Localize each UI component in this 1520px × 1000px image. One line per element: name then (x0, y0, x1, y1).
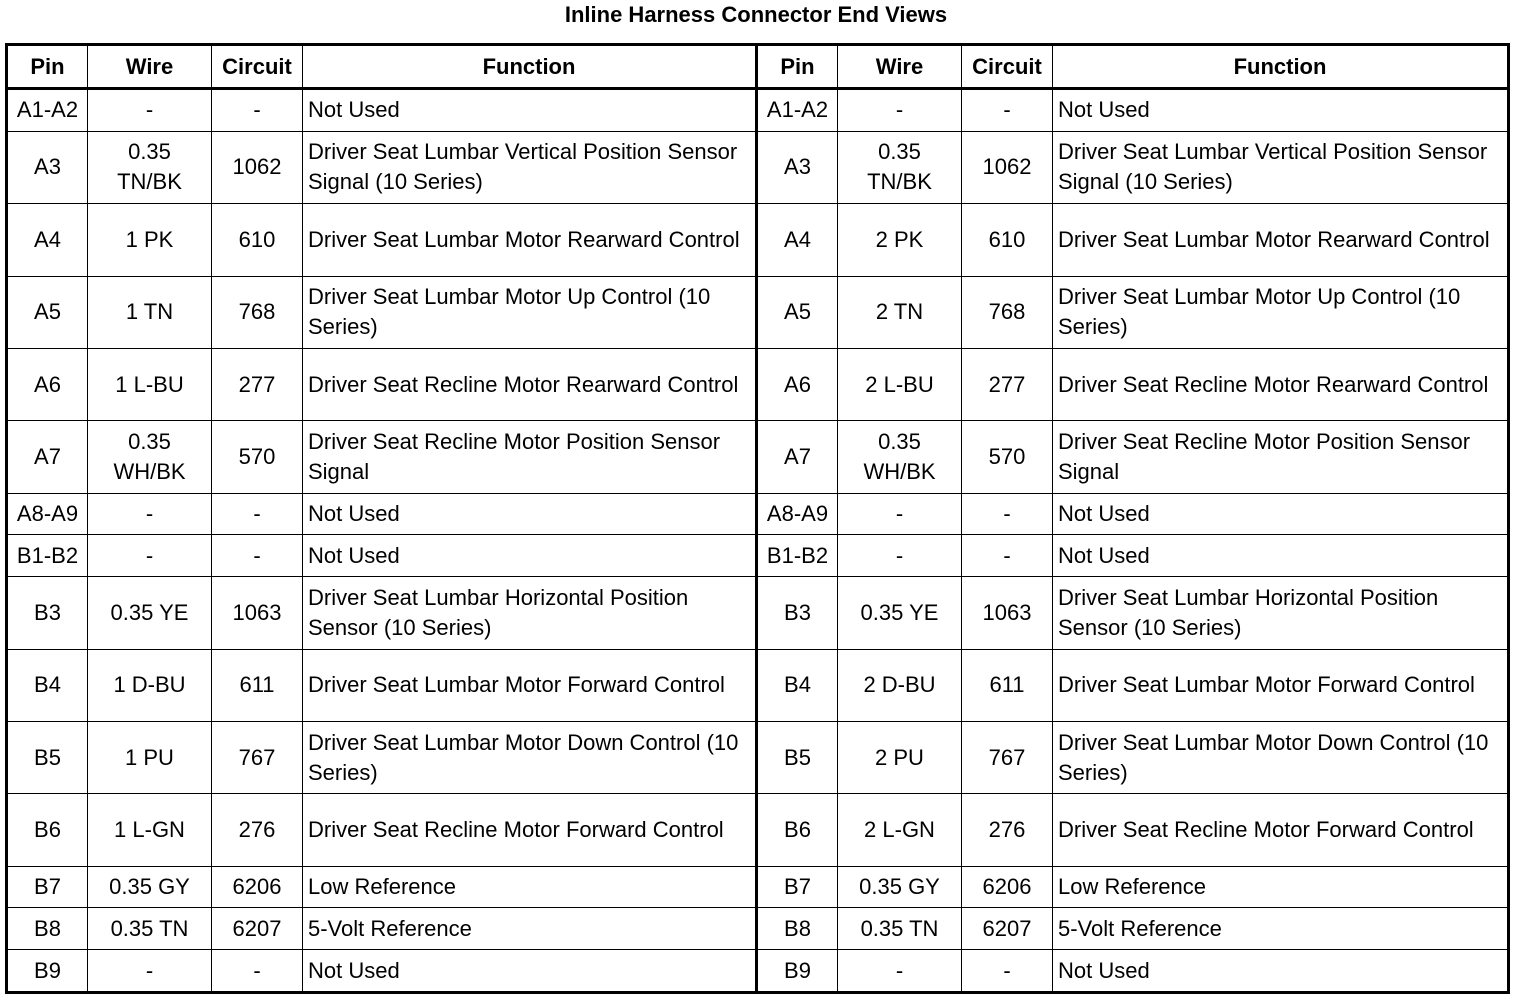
function-cell: Driver Seat Lumbar Motor Forward Control (1053, 649, 1509, 721)
circuit-cell: - (212, 493, 303, 535)
circuit-cell: 570 (212, 421, 303, 493)
circuit-cell: - (212, 535, 303, 577)
circuit-cell: - (962, 950, 1053, 993)
pin-cell: A6 (7, 348, 88, 420)
connector-pin-table (5, 43, 1510, 994)
wire-cell: 2 D-BU (838, 649, 962, 721)
pin-cell: A3 (7, 131, 88, 203)
pin-cell: B1-B2 (757, 535, 838, 577)
wire-cell: 0.35 WH/BK (838, 421, 962, 493)
function-cell: Not Used (303, 89, 757, 132)
pin-cell: A1-A2 (7, 89, 88, 132)
circuit-cell: - (212, 950, 303, 993)
table-row (7, 276, 1509, 348)
circuit-cell: 6206 (212, 866, 303, 908)
pin-cell: B6 (7, 794, 88, 866)
header-wire: Wire (838, 45, 962, 89)
table-row (7, 421, 1509, 493)
wire-cell: 0.35 TN (88, 908, 212, 950)
circuit-cell: 610 (212, 204, 303, 276)
page-title: Inline Harness Connector End Views (564, 2, 948, 27)
wire-cell: 0.35 YE (838, 577, 962, 649)
pin-cell: B1-B2 (7, 535, 88, 577)
circuit-cell: 767 (212, 721, 303, 793)
wire-cell: - (838, 493, 962, 535)
wire-cell: - (88, 950, 212, 993)
pin-cell: A6 (757, 348, 838, 420)
function-cell: Not Used (1053, 493, 1509, 535)
wire-cell: 0.35 GY (88, 866, 212, 908)
function-cell: Driver Seat Recline Motor Rearward Control (303, 348, 757, 420)
function-cell: Driver Seat Recline Motor Forward Control (303, 794, 757, 866)
function-cell: 5-Volt Reference (1053, 908, 1509, 950)
pin-cell: B4 (757, 649, 838, 721)
function-cell: Driver Seat Lumbar Motor Down Control (10 Series) (1053, 721, 1509, 793)
pin-cell: B4 (7, 649, 88, 721)
circuit-cell: 611 (212, 649, 303, 721)
function-cell: Not Used (1053, 950, 1509, 993)
pin-cell: A1-A2 (757, 89, 838, 132)
circuit-cell: 570 (962, 421, 1053, 493)
function-cell: Driver Seat Lumbar Vertical Position Sensor Signal (10 Series) (303, 131, 757, 203)
circuit-cell: - (962, 493, 1053, 535)
pin-cell: B3 (757, 577, 838, 649)
function-cell: Driver Seat Recline Motor Rearward Control (1053, 348, 1509, 420)
circuit-cell: 768 (212, 276, 303, 348)
wire-cell: 2 PU (838, 721, 962, 793)
wire-cell: 0.35 GY (838, 866, 962, 908)
table-row (7, 866, 1509, 908)
header-function: Function (1053, 45, 1509, 89)
wire-cell: 2 L-GN (838, 794, 962, 866)
circuit-cell: 6207 (212, 908, 303, 950)
pin-cell: A4 (757, 204, 838, 276)
table-row (7, 950, 1509, 993)
circuit-cell: 6206 (962, 866, 1053, 908)
table-row (7, 348, 1509, 420)
pin-cell: A8-A9 (7, 493, 88, 535)
header-function: Function (303, 45, 757, 89)
wire-cell: 1 PK (88, 204, 212, 276)
function-cell: Driver Seat Recline Motor Position Sensor Signal (1053, 421, 1509, 493)
pin-cell: A3 (757, 131, 838, 203)
pin-cell: A5 (7, 276, 88, 348)
pin-cell: A8-A9 (757, 493, 838, 535)
circuit-cell: 277 (962, 348, 1053, 420)
pin-cell: A5 (757, 276, 838, 348)
pin-cell: B9 (757, 950, 838, 993)
table-row (7, 908, 1509, 950)
function-cell: Driver Seat Lumbar Horizontal Position Sensor (10 Series) (303, 577, 757, 649)
function-cell: Driver Seat Lumbar Vertical Position Sensor Signal (10 Series) (1053, 131, 1509, 203)
function-cell: Not Used (303, 535, 757, 577)
wire-cell: 1 D-BU (88, 649, 212, 721)
header-circuit: Circuit (962, 45, 1053, 89)
wire-cell: - (838, 950, 962, 993)
table-row (7, 794, 1509, 866)
function-cell: Not Used (1053, 89, 1509, 132)
wire-cell: 1 TN (88, 276, 212, 348)
wire-cell: 0.35 TN/BK (838, 131, 962, 203)
function-cell: Driver Seat Lumbar Motor Up Control (10 Series) (1053, 276, 1509, 348)
table-row (7, 535, 1509, 577)
wire-cell: 0.35 TN/BK (88, 131, 212, 203)
function-cell: Low Reference (303, 866, 757, 908)
pin-cell: B7 (7, 866, 88, 908)
table-row (7, 721, 1509, 793)
circuit-cell: 1063 (962, 577, 1053, 649)
circuit-cell: 276 (962, 794, 1053, 866)
wire-cell: - (838, 535, 962, 577)
wire-cell: 2 L-BU (838, 348, 962, 420)
function-cell: Driver Seat Lumbar Motor Down Control (10 Series) (303, 721, 757, 793)
wire-cell: - (838, 89, 962, 132)
function-cell: Driver Seat Lumbar Motor Up Control (10 Series) (303, 276, 757, 348)
circuit-cell: 611 (962, 649, 1053, 721)
circuit-cell: - (962, 89, 1053, 132)
circuit-cell: - (962, 535, 1053, 577)
wire-cell: 2 TN (838, 276, 962, 348)
function-cell: Not Used (303, 950, 757, 993)
table-header-row (7, 45, 1509, 89)
wire-cell: - (88, 535, 212, 577)
wire-cell: 0.35 WH/BK (88, 421, 212, 493)
wire-cell: 1 PU (88, 721, 212, 793)
function-cell: Not Used (303, 493, 757, 535)
circuit-cell: 768 (962, 276, 1053, 348)
pin-cell: B7 (757, 866, 838, 908)
pin-cell: A7 (757, 421, 838, 493)
circuit-cell: 1063 (212, 577, 303, 649)
function-cell: Driver Seat Recline Motor Position Sensor Signal (303, 421, 757, 493)
circuit-cell: 277 (212, 348, 303, 420)
wire-cell: - (88, 493, 212, 535)
wire-cell: 0.35 TN (838, 908, 962, 950)
function-cell: 5-Volt Reference (303, 908, 757, 950)
wire-cell: 1 L-GN (88, 794, 212, 866)
wire-cell: 0.35 YE (88, 577, 212, 649)
wire-cell: 2 PK (838, 204, 962, 276)
circuit-cell: 1062 (962, 131, 1053, 203)
header-wire: Wire (88, 45, 212, 89)
function-cell: Driver Seat Lumbar Motor Rearward Control (1053, 204, 1509, 276)
function-cell: Driver Seat Recline Motor Forward Control (1053, 794, 1509, 866)
pin-cell: B8 (7, 908, 88, 950)
pin-cell: A4 (7, 204, 88, 276)
circuit-cell: 767 (962, 721, 1053, 793)
function-cell: Not Used (1053, 535, 1509, 577)
circuit-cell: - (212, 89, 303, 132)
function-cell: Driver Seat Lumbar Motor Rearward Control (303, 204, 757, 276)
function-cell: Driver Seat Lumbar Horizontal Position Sensor (10 Series) (1053, 577, 1509, 649)
circuit-cell: 276 (212, 794, 303, 866)
pin-cell: B5 (7, 721, 88, 793)
wire-cell: - (88, 89, 212, 132)
pin-cell: B6 (757, 794, 838, 866)
table-row (7, 493, 1509, 535)
table-row (7, 649, 1509, 721)
pin-cell: B9 (7, 950, 88, 993)
circuit-cell: 1062 (212, 131, 303, 203)
table-row (7, 131, 1509, 203)
table-row (7, 89, 1509, 132)
table-row (7, 204, 1509, 276)
pin-cell: B3 (7, 577, 88, 649)
header-circuit: Circuit (212, 45, 303, 89)
header-pin: Pin (757, 45, 838, 89)
table-row (7, 577, 1509, 649)
circuit-cell: 6207 (962, 908, 1053, 950)
pin-cell: B5 (757, 721, 838, 793)
pin-cell: A7 (7, 421, 88, 493)
circuit-cell: 610 (962, 204, 1053, 276)
wire-cell: 1 L-BU (88, 348, 212, 420)
header-pin: Pin (7, 45, 88, 89)
function-cell: Driver Seat Lumbar Motor Forward Control (303, 649, 757, 721)
function-cell: Low Reference (1053, 866, 1509, 908)
pin-cell: B8 (757, 908, 838, 950)
